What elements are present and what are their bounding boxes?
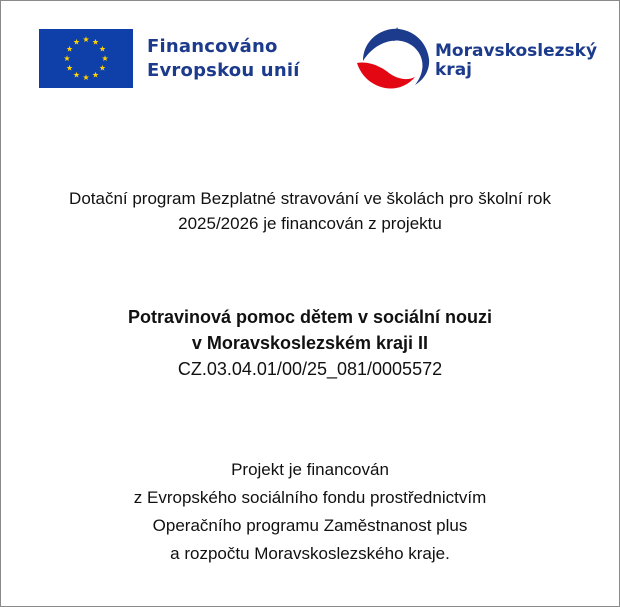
eu-flag-icon: [39, 29, 133, 88]
funding-line-1: Projekt je financován: [231, 460, 389, 479]
eu-logo-line-1: Financováno: [147, 35, 278, 57]
eu-logo-line-2: Evropskou unií: [147, 59, 300, 81]
project-info: [1, 304, 619, 382]
region-logo-text: [435, 42, 597, 80]
project-title-line-2: v Moravskoslezském kraji II: [191, 333, 429, 353]
funding-line-2: z Evropského sociálního fondu prostřednictvím: [133, 488, 487, 507]
region-logo-line-2: kraj: [435, 60, 472, 80]
region-logo-line-1: Moravskoslezský: [435, 41, 598, 61]
project-registration-code: CZ.03.04.01/00/25_081/0005572: [177, 359, 443, 379]
intro-line-1: Dotační program Bezplatné stravování ve školách pro školní rok: [69, 189, 551, 208]
project-title-line-1: Potravinová pomoc dětem v sociální nouzi: [127, 307, 493, 327]
intro-line-2: 2025/2026 je financován z projektu: [178, 214, 442, 233]
funding-paragraph: [1, 456, 619, 568]
funding-line-4: a rozpočtu Moravskoslezského kraje.: [170, 544, 450, 563]
region-emblem-icon: [353, 21, 433, 95]
eu-funding-logo: [39, 29, 300, 88]
eu-logo-text: [147, 35, 300, 83]
moravian-silesian-region-logo: [353, 21, 597, 95]
intro-paragraph: [1, 186, 619, 236]
funding-line-3: Operačního programu Zaměstnanost plus: [152, 516, 468, 535]
